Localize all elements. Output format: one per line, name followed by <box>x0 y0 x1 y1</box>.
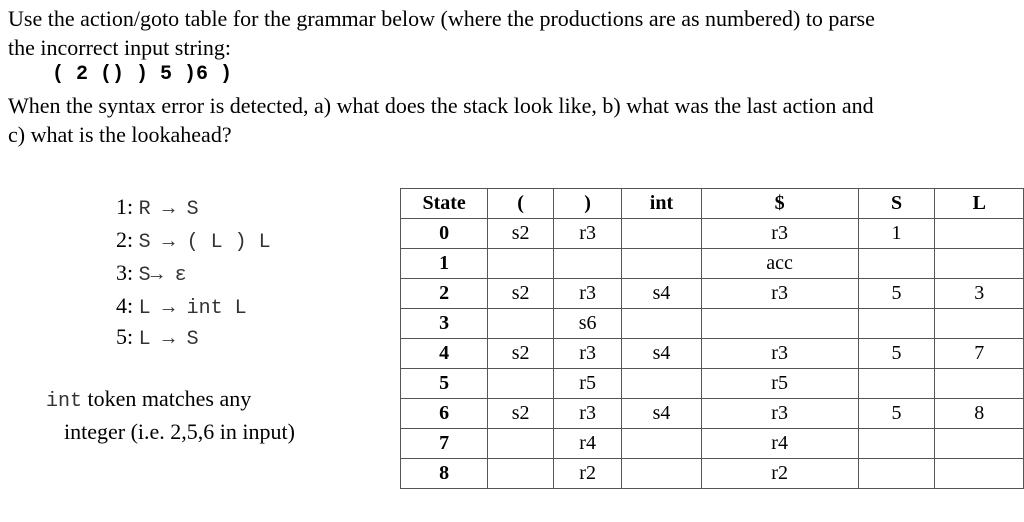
table-cell: s2 <box>488 219 554 249</box>
header-lparen: ( <box>488 189 554 219</box>
state-cell: 3 <box>401 309 488 339</box>
table-cell: r2 <box>553 459 621 489</box>
table-cell <box>935 309 1024 339</box>
table-row <box>401 249 1024 279</box>
header-rparen: ) <box>553 189 621 219</box>
table-cell <box>622 219 701 249</box>
table-cell: s4 <box>622 399 701 429</box>
table-cell <box>858 369 935 399</box>
state-cell: 8 <box>401 459 488 489</box>
table-cell: 5 <box>858 279 935 309</box>
int-token-note <box>46 384 295 447</box>
table-cell: r4 <box>701 429 858 459</box>
table-cell <box>622 249 701 279</box>
table-cell: 5 <box>858 399 935 429</box>
table-cell <box>858 459 935 489</box>
action-goto-table <box>400 188 1024 489</box>
table-cell: s4 <box>622 279 701 309</box>
note-line-1: int token matches any <box>46 386 252 413</box>
table-body <box>401 219 1024 489</box>
table-row <box>401 429 1024 459</box>
table-cell <box>488 309 554 339</box>
table-cell: s4 <box>622 339 701 369</box>
table-cell: r3 <box>553 219 621 249</box>
table-cell <box>935 429 1024 459</box>
table-cell <box>622 459 701 489</box>
table-cell: r2 <box>701 459 858 489</box>
table-cell: r4 <box>553 429 621 459</box>
note-line-2: integer (i.e. 2,5,6 in input) <box>64 419 295 444</box>
header-state: State <box>401 189 488 219</box>
table-cell: r3 <box>701 339 858 369</box>
table-cell <box>622 369 701 399</box>
header-L: L <box>935 189 1024 219</box>
table-cell: r3 <box>701 279 858 309</box>
table-cell: s2 <box>488 279 554 309</box>
table-cell: 3 <box>935 279 1024 309</box>
table-cell: 5 <box>858 339 935 369</box>
table-cell: 7 <box>935 339 1024 369</box>
table-cell: r3 <box>701 219 858 249</box>
state-cell: 6 <box>401 399 488 429</box>
table-cell <box>488 459 554 489</box>
table-cell <box>935 249 1024 279</box>
table-cell <box>488 249 554 279</box>
table-cell <box>488 369 554 399</box>
table-cell <box>935 369 1024 399</box>
production-3: 3: S→ ε <box>116 260 187 287</box>
table-cell: s2 <box>488 399 554 429</box>
table-cell <box>858 429 935 459</box>
state-cell: 0 <box>401 219 488 249</box>
header-int: int <box>622 189 701 219</box>
table-cell: s6 <box>553 309 621 339</box>
state-cell: 1 <box>401 249 488 279</box>
table-cell: r3 <box>553 399 621 429</box>
table-cell: acc <box>701 249 858 279</box>
state-cell: 5 <box>401 369 488 399</box>
input-string: ( 2 () ) 5 )6 ) <box>52 63 233 86</box>
table-cell: 8 <box>935 399 1024 429</box>
state-cell: 7 <box>401 429 488 459</box>
state-cell: 2 <box>401 279 488 309</box>
table-row <box>401 219 1024 249</box>
table-cell: r3 <box>553 339 621 369</box>
production-4: 4: L → int L <box>116 293 247 320</box>
table-cell: 1 <box>858 219 935 249</box>
production-2: 2: S → ( L ) L <box>116 227 271 254</box>
table-cell: r5 <box>553 369 621 399</box>
table-cell <box>701 309 858 339</box>
table-row <box>401 399 1024 429</box>
table-cell <box>935 219 1024 249</box>
table-row <box>401 369 1024 399</box>
table-cell: s2 <box>488 339 554 369</box>
header-dollar: $ <box>701 189 858 219</box>
table-row <box>401 279 1024 309</box>
table-cell <box>935 459 1024 489</box>
header-S: S <box>858 189 935 219</box>
table-cell: r3 <box>701 399 858 429</box>
table-cell <box>622 309 701 339</box>
table-header-row <box>401 189 1024 219</box>
question-line-2: the incorrect input string: <box>8 35 231 60</box>
table-cell: r5 <box>701 369 858 399</box>
production-5: 5: L → S <box>116 324 199 351</box>
table-cell: r3 <box>553 279 621 309</box>
question-line-1: Use the action/goto table for the grammar below (where the productions are as numbered) to parse <box>8 6 875 31</box>
table-cell <box>858 309 935 339</box>
table-cell <box>622 429 701 459</box>
production-1: 1: R → S <box>116 194 199 221</box>
table-cell <box>553 249 621 279</box>
table-cell <box>488 429 554 459</box>
question-line-4: c) what is the lookahead? <box>8 122 232 147</box>
table-row <box>401 459 1024 489</box>
question-line-3: When the syntax error is detected, a) what does the stack look like, b) what was the last action and <box>8 93 874 118</box>
table-cell <box>858 249 935 279</box>
state-cell: 4 <box>401 339 488 369</box>
table-row <box>401 339 1024 369</box>
table-row <box>401 309 1024 339</box>
